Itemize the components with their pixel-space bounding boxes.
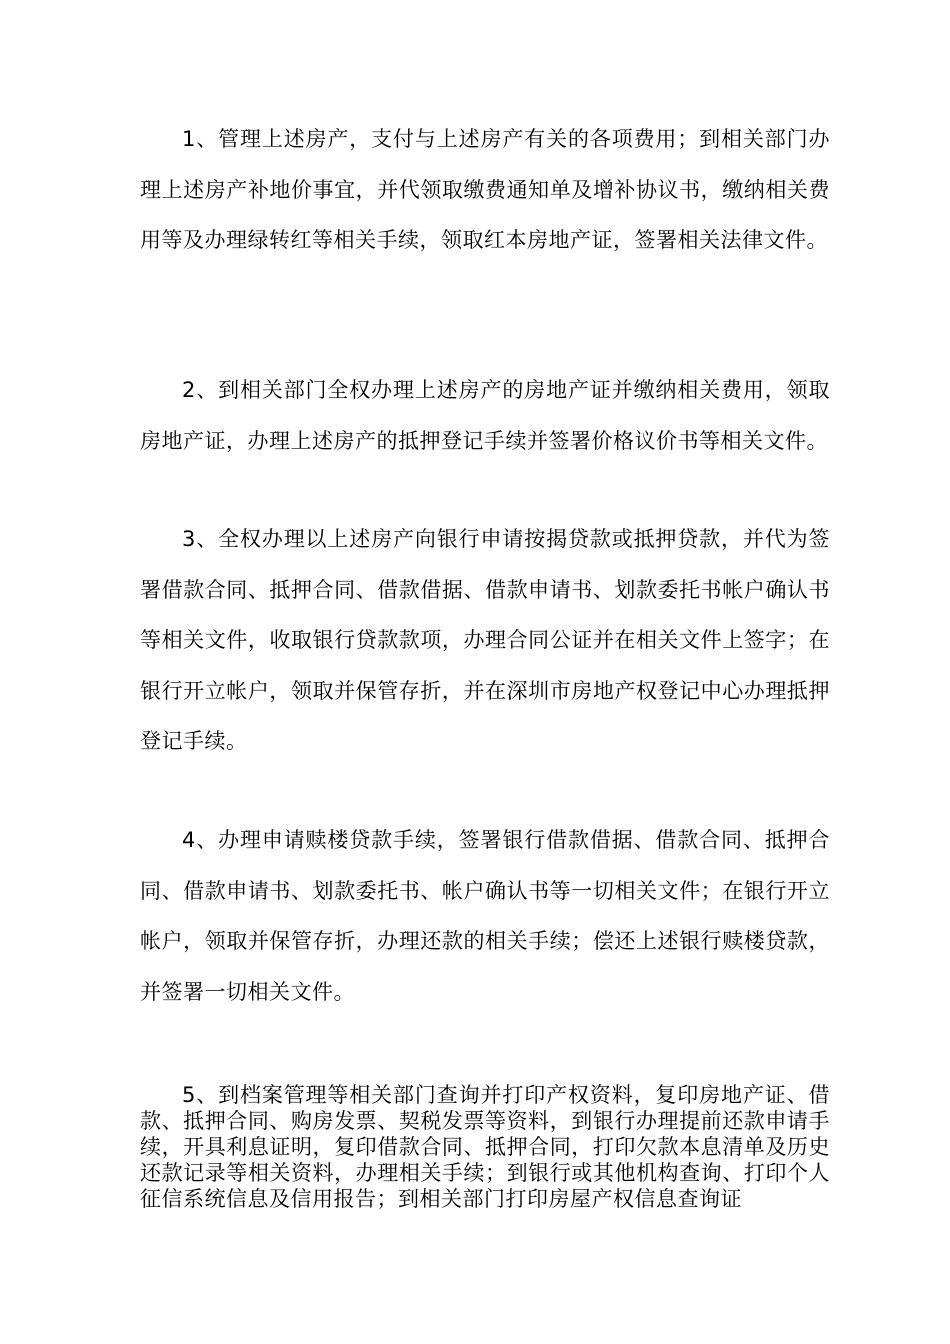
paragraph-3: 3、全权办理以上述房产向银行申请按揭贷款或抵押贷款，并代为签署借款合同、抵押合同、借款借据、借款申请书、划款委托书帐户确认书等相关文件，收取银行贷款款项，办理合同公证并在相关文件上签字；在银行开立帐户，领取并保管存折，并在深圳市房地产权登记中心办理抵押登记手续。 xyxy=(140,527,830,753)
paragraph-1: 1、管理上述房产，支付与上述房产有关的各项费用；到相关部门办理上述房产补地价事宜，并代领取缴费通知单及增补协议书，缴纳相关费用等及办理绿转红等相关手续，领取红本房地产证，签署相关法律文件。 xyxy=(140,127,830,252)
paragraph-4: 4、办理申请赎楼贷款手续，签署银行借款借据、借款合同、抵押合同、借款申请书、划款委托书、帐户确认书等一切相关文件；在银行开立帐户，领取并保管存折，办理还款的相关手续；偿还上述银行赎楼贷款，并签署一切相关文件。 xyxy=(140,828,830,1004)
paragraph-5: 5、到档案管理等相关部门查询并打印产权资料，复印房地产证、借款、抵押合同、购房发票、契税发票等资料，到银行办理提前还款申请手续，开具利息证明，复印借款合同、抵押合同，打印欠款本息清单及历史还款记录等相关资料，办理相关手续；到银行或其他机构查询、打印个人征信系统信息及信用报告；到相关部门打印房屋产权信息查询证 xyxy=(140,1083,830,1211)
paragraph-2: 2、到相关部门全权办理上述房产的房地产证并缴纳相关费用，领取房地产证，办理上述房产的抵押登记手续并签署价格议价书等相关文件。 xyxy=(140,378,830,453)
